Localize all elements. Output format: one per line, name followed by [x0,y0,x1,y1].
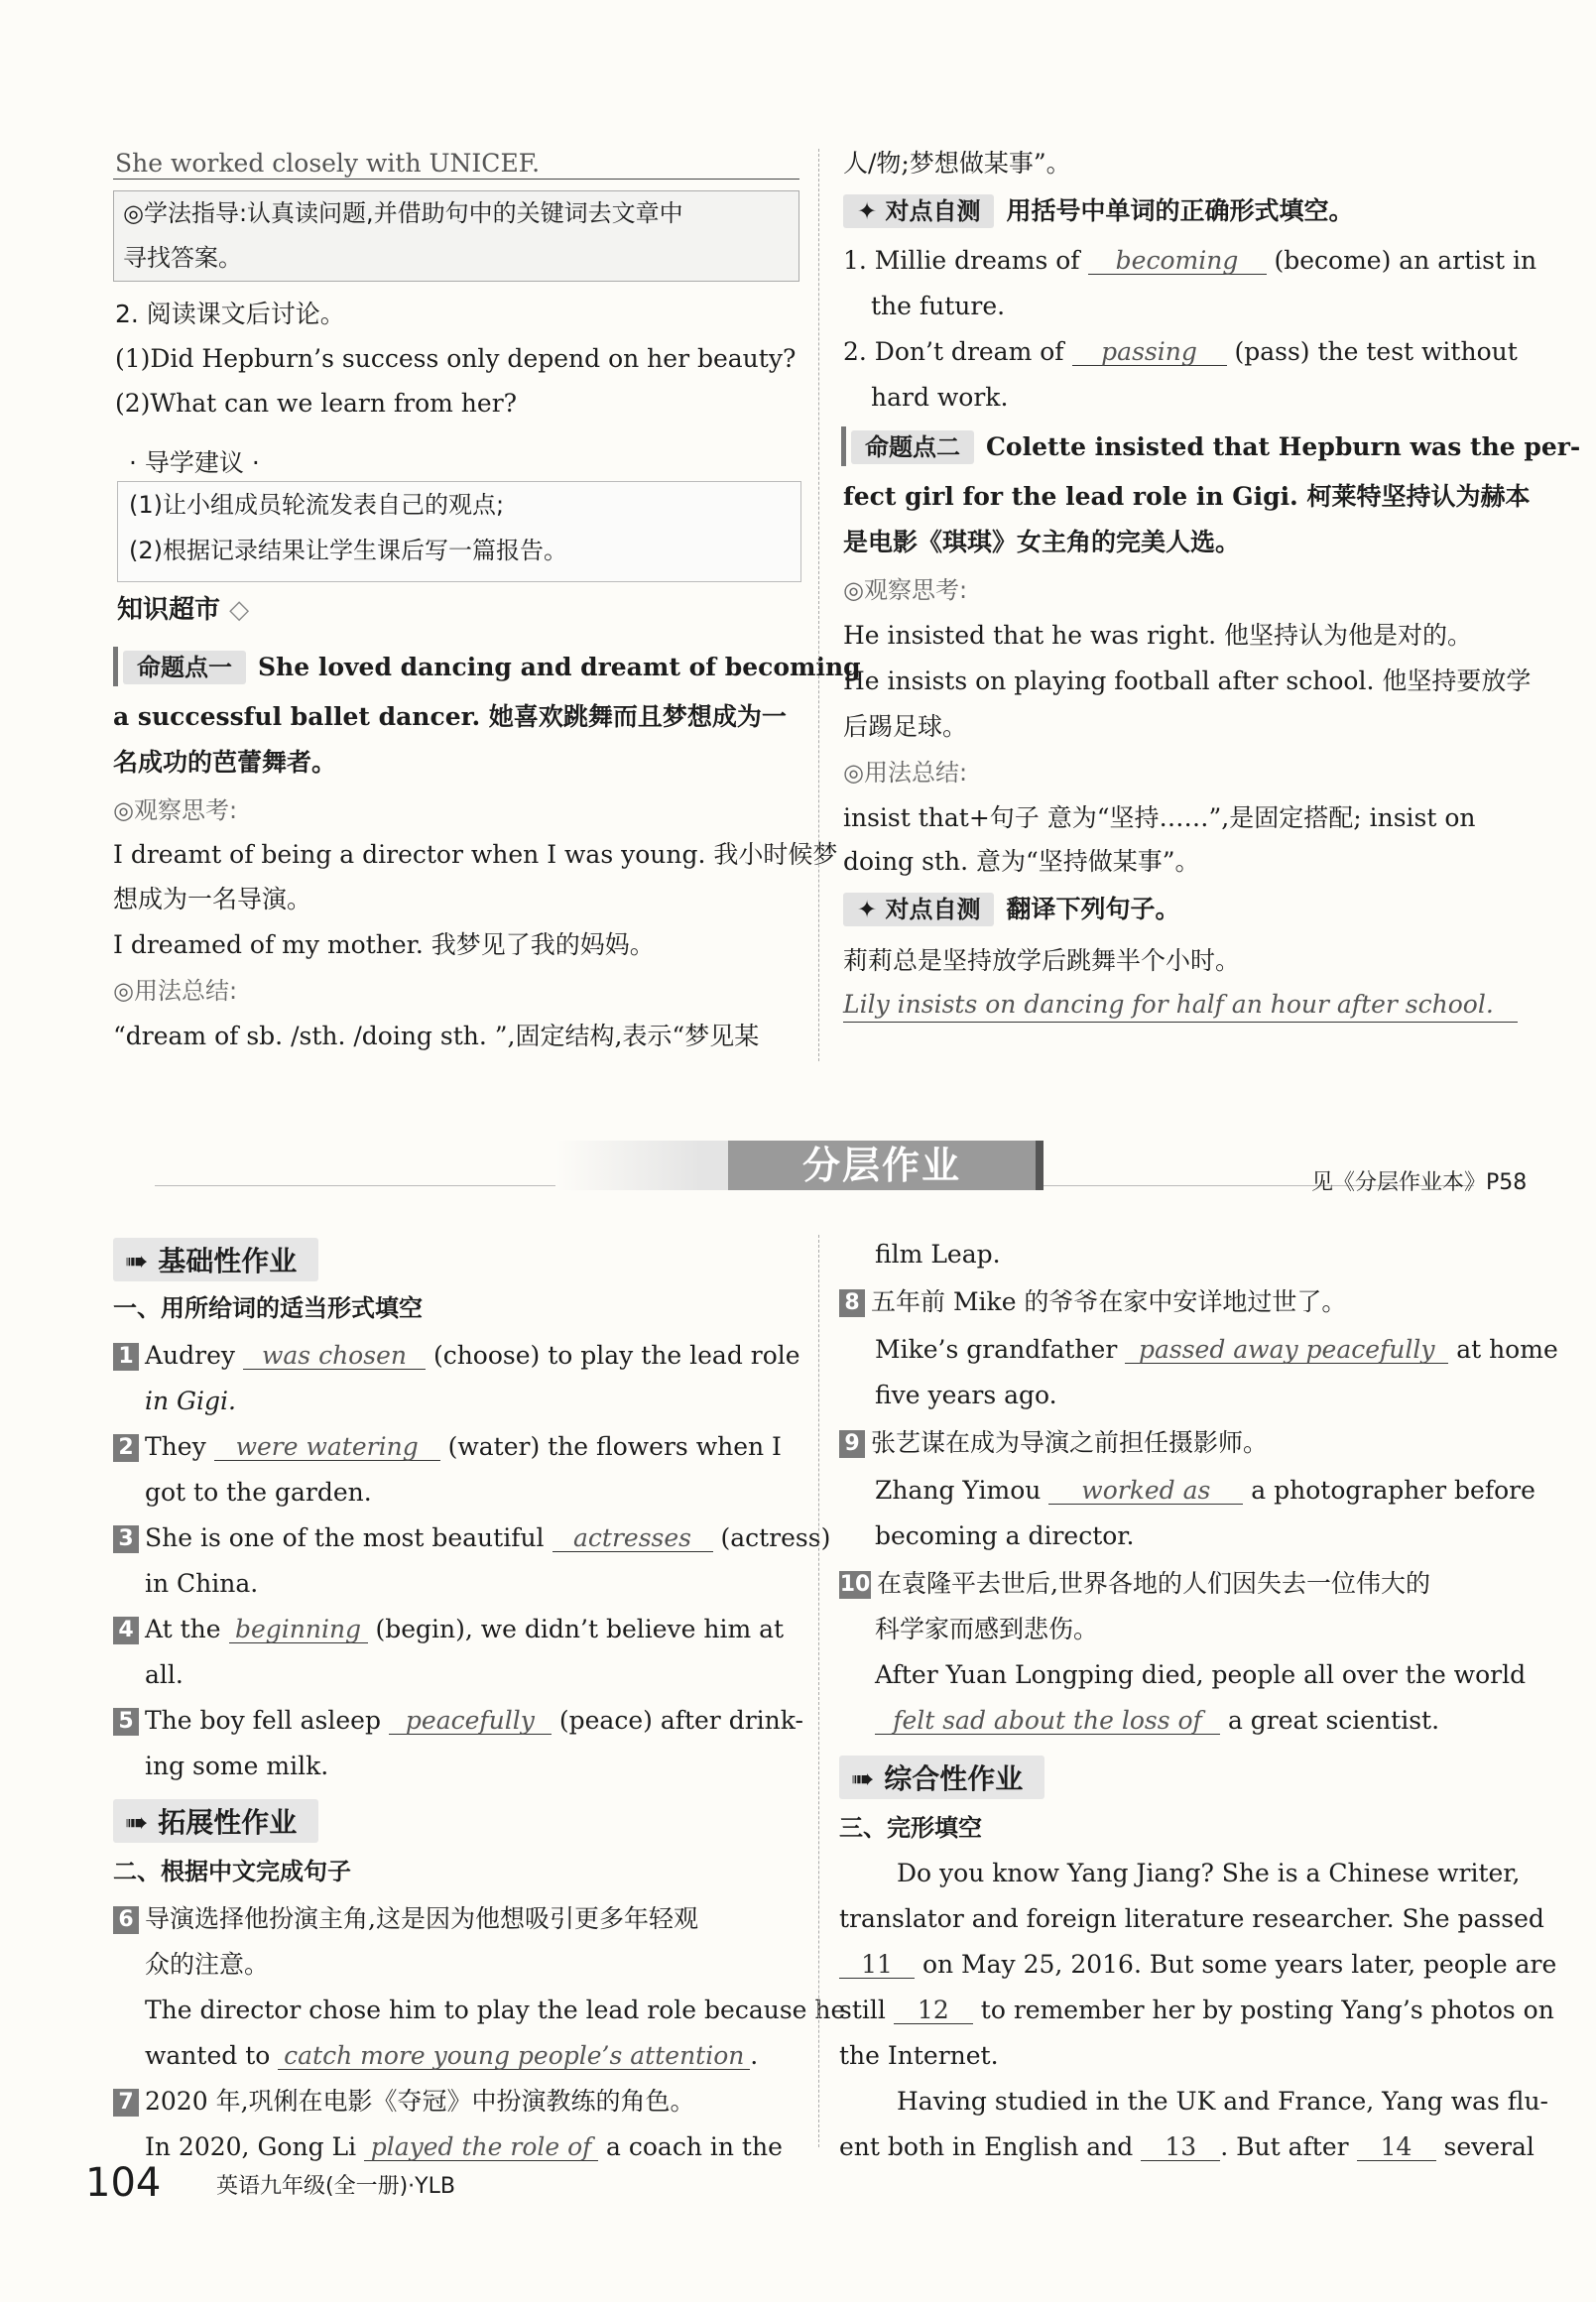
point1-line: 命题点一 She loved dancing and dreamt of becoming [123,651,861,684]
passage-line: Do you know Yang Jiang? She is a Chinese writer, [897,1859,1521,1887]
banner-accent [1036,1141,1044,1190]
exercise-line: 2. Don’t dream of passing (pass) the test without [843,337,1518,366]
answer-blank: passed away peacefully [1125,1337,1448,1364]
self-test-tag: ✦ 对点自测 [843,194,994,228]
usage-label: ◎用法总结: [843,759,968,787]
exercise-line: In 2020, Gong Li played the role of a coach in the [145,2132,783,2161]
basic-homework-title: ➠ 基础性作业 [113,1238,318,1281]
passage-line: the Internet. [839,2041,999,2070]
question-2-2: (2)What can we learn from her? [115,389,518,418]
text-line: She worked closely with UNICEF. [115,149,541,178]
answer-blank: catch more young people’s attention [278,2043,750,2070]
part2-title: 二、根据中文完成句子 [113,1858,351,1885]
observe-label: ◎观察思考: [113,796,238,824]
exercise-line: hard work. [871,383,1009,412]
passage-line: 11 on May 25, 2016. But some years later, people are [839,1948,1556,1982]
exercise-line: 3 She is one of the most beautiful actresses (actress) [113,1521,830,1555]
exercise-line: 5 The boy fell asleep peacefully (peace) after drink- [113,1704,803,1738]
translate-cn: 莉莉总是坚持放学后跳舞半个小时。 [843,946,1241,975]
advice-item: (2)根据记录结果让学生课后写一篇报告。 [129,537,567,564]
passage-line: Having studied in the UK and France, Yang was flu- [897,2087,1548,2116]
exercise-line: in Gigi. [145,1387,236,1415]
self-test-header: ✦ 对点自测 翻译下列句子。 [843,893,1179,926]
exercise-line: all. [145,1660,184,1689]
part1-title: 一、用所给词的适当形式填空 [113,1294,423,1322]
answer-blank: peacefully [389,1708,552,1735]
exercise-line: got to the garden. [145,1478,372,1507]
example-line: 后踢足球。 [843,712,968,741]
point1-line: a successful ballet dancer. 她喜欢跳舞而且梦想成为一 [113,702,787,731]
point-bar [113,647,118,686]
cloze-blank: 12 [894,1998,973,2024]
point1-line: 名成功的芭蕾舞者。 [113,748,337,777]
exercise-line: Mike’s grandfather passed away peacefully at home [875,1335,1558,1364]
banner-reference: 见《分层作业本》P58 [1311,1170,1528,1195]
exercise-line: 10 在袁隆平去世后,世界各地的人们因失去一位伟大的 [839,1569,1430,1598]
exercise-line: 9 张艺谋在成为导演之前担任摄影师。 [839,1426,1268,1460]
arrow-icon: ➠ [851,1762,885,1795]
study-guide-line: 寻找答案。 [123,244,242,272]
example-line: 想成为一名导演。 [113,885,312,913]
diamond-icon: ◇ [220,595,250,625]
question-2: 2. 阅读课文后讨论。 [115,300,345,328]
answer-blank: actresses [552,1525,713,1552]
column-divider [818,149,819,1061]
point2-line: 是电影《琪琪》女主角的完美人选。 [843,528,1241,556]
example-line: He insists on playing football after school. 他坚持要放学 [843,666,1532,695]
exercise-line: wanted to catch more young people’s attention . [145,2041,759,2070]
exercise-line: film Leap. [875,1240,1001,1269]
answer-blank: played the role of [364,2134,598,2161]
exercise-line: 8 五年前 Mike 的爷爷在家中安详地过世了。 [839,1285,1346,1319]
passage-line: still 12 to remember her by posting Yang’s photos on [839,1996,1554,2024]
exercise-line: 1 Audrey was chosen (choose) to play the lead role [113,1339,800,1373]
question-2-1: (1)Did Hepburn’s success only depend on her beauty? [115,344,797,373]
usage-line: doing sth. 意为“坚持做某事”。 [843,847,1200,876]
column-divider [818,1235,819,2147]
knowledge-market-title: 知识超市 ◇ [117,595,250,625]
answer-blank: passing [1072,339,1227,366]
exercise-line: 众的注意。 [145,1950,270,1979]
point2-line: 命题点二 Colette insisted that Hepburn was the per- [851,430,1580,464]
point-bar [841,426,846,466]
self-test-header: ✦ 对点自测 用括号中单词的正确形式填空。 [843,194,1353,228]
exercise-line: 6 导演选择他扮演主角,这是因为他想吸引更多年轻观 [113,1902,698,1936]
arrow-icon: ➠ [125,1806,159,1839]
exercise-line: ing some milk. [145,1752,329,1780]
exercise-line: Zhang Yimou worked as a photographer before [875,1476,1535,1505]
answer-blank: was chosen [243,1343,426,1370]
exercise-line: 7 2020 年,巩俐在电影《夺冠》中扮演教练的角色。 [113,2085,695,2119]
exercise-line: 科学家而感到悲伤。 [875,1615,1099,1643]
translate-answer: Lily insists on dancing for half an hour after school. [843,988,1518,1023]
exercise-line: becoming a director. [875,1521,1135,1550]
answer-blank: worked as [1048,1478,1243,1505]
book-title: 英语九年级(全一册)·YLB [216,2174,455,2199]
pin-icon: ✦ [857,896,886,923]
banner-title: 分层作业 [728,1141,1036,1190]
answer-blank: becoming [1088,248,1267,275]
example-line: I dreamt of being a director when I was young. 我小时候梦 [113,840,838,869]
divider [113,179,799,180]
arrow-icon: ➠ [125,1245,159,1277]
part3-title: 三、完形填空 [839,1814,982,1842]
example-line: He insisted that he was right. 他坚持认为他是对的。 [843,621,1473,650]
exercise-line: 1. Millie dreams of becoming (become) an artist in [843,246,1537,275]
advice-title: · 导学建议 · [129,448,260,477]
cloze-blank: 13 [1141,2134,1220,2161]
extension-homework-title: ➠ 拓展性作业 [113,1799,318,1843]
point1-tag: 命题点一 [123,651,246,684]
pin-icon: ✦ [857,197,886,225]
exercise-line: 4 At the beginning (begin), we didn’t believe him at [113,1613,784,1646]
text-line: 人/物;梦想做某事”。 [843,149,1071,178]
answer-blank: were watering [214,1434,440,1461]
comprehensive-homework-title: ➠ 综合性作业 [839,1756,1044,1799]
exercise-line: The director chose him to play the lead role because he [145,1996,846,2024]
cloze-blank: 11 [839,1952,915,1979]
exercise-line: the future. [871,292,1006,320]
usage-label: ◎用法总结: [113,977,238,1005]
exercise-line: felt sad about the loss of a great scientist. [875,1704,1439,1738]
exercise-line: After Yuan Longping died, people all over the world [875,1660,1527,1689]
exercise-line: five years ago. [875,1381,1057,1409]
passage-line: ent both in English and 13 . But after 14 several [839,2132,1535,2161]
passage-line: translator and foreign literature researcher. She passed [839,1904,1544,1933]
point2-tag: 命题点二 [851,430,974,464]
study-guide-line: ◎学法指导:认真读问题,并借助句中的关键词去文章中 [123,199,683,227]
point2-line: fect girl for the lead role in Gigi. 柯莱特坚持认为赫本 [843,482,1531,511]
example-line: I dreamed of my mother. 我梦见了我的妈妈。 [113,930,655,959]
advice-item: (1)让小组成员轮流发表自己的观点; [129,491,505,519]
observe-label: ◎观察思考: [843,576,968,604]
exercise-line: 2 They were watering (water) the flowers when I [113,1430,782,1464]
page-number: 104 [85,2160,162,2206]
answer-blank: beginning [229,1617,368,1643]
usage-line: insist that+句子 意为“坚持……”,是固定搭配; insist on [843,803,1476,832]
self-test-tag: ✦ 对点自测 [843,893,994,926]
cloze-blank: 14 [1357,2134,1436,2161]
answer-blank: felt sad about the loss of [875,1708,1220,1735]
exercise-line: in China. [145,1569,259,1598]
usage-line: “dream of sb. /sth. /doing sth. ”,固定结构,表示“梦见某 [113,1022,760,1050]
